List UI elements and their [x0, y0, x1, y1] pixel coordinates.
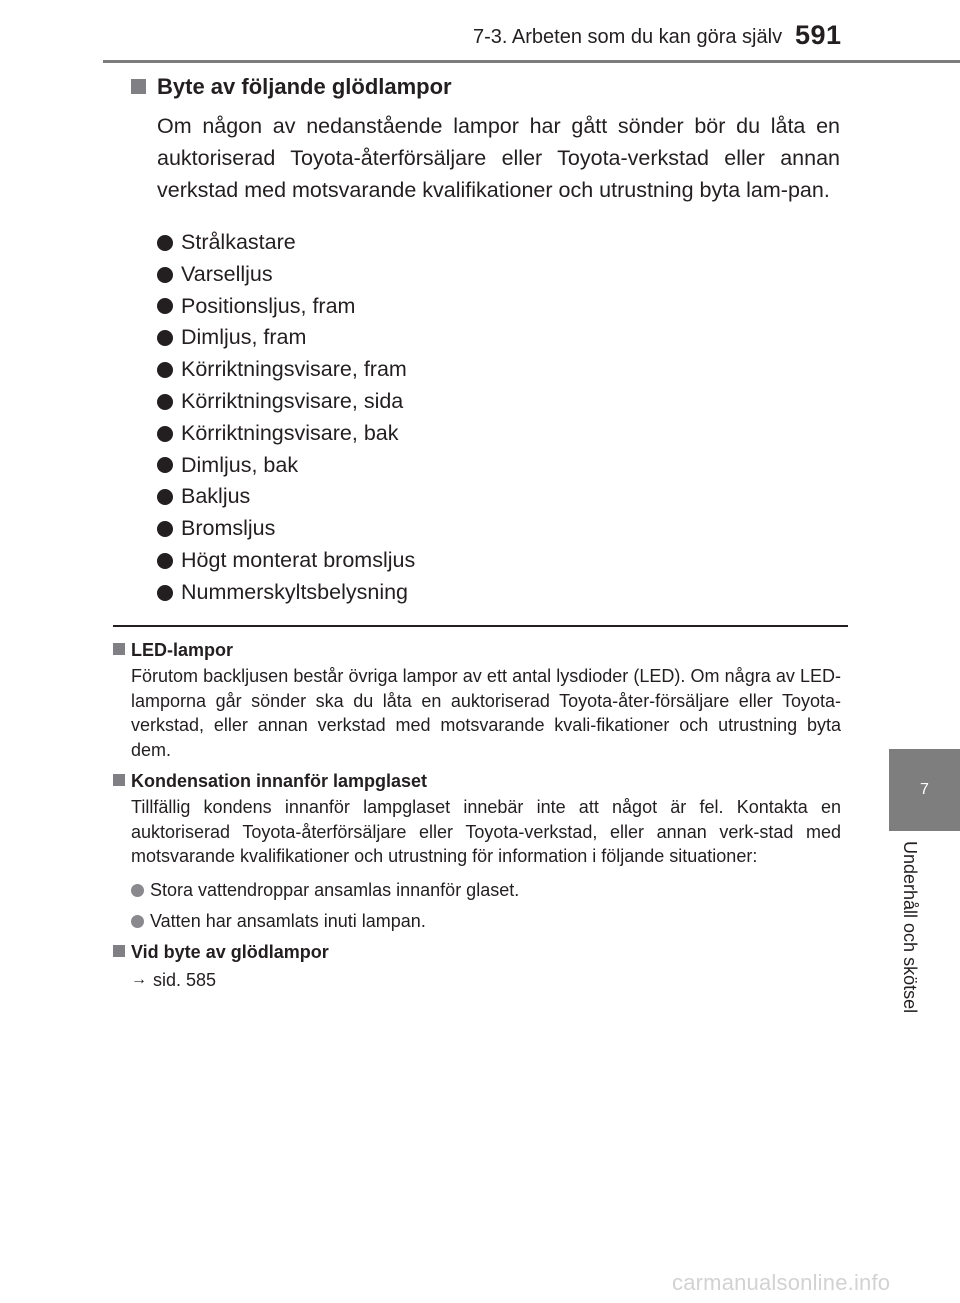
- list-item-text: Högt monterat bromsljus: [181, 547, 416, 572]
- intro-paragraph: Om någon av nedanstående lampor har gått sönder bör du låta en auktoriserad Toyota-återförsäljare eller Toyota-verkstad eller annan verkstad med motsvarande kvalifikationer och utrustning byta lam-pan.: [157, 114, 840, 202]
- list-item-text: Körriktningsvisare, sida: [181, 388, 404, 413]
- round-bullet-icon: [157, 235, 173, 251]
- main-heading-text: Byte av följande glödlampor: [157, 74, 452, 99]
- main-heading: [131, 72, 841, 102]
- list-item: [157, 291, 837, 323]
- list-item: [157, 259, 837, 291]
- arrow-right-icon: →: [131, 971, 147, 989]
- note-body-condensation: Tillfällig kondens innanför lampglaset innebär inte att något är fel. Kontakta en auktoriserad Toyota-återförsäljare eller Toyota-verkstad, eller annan verk-stad med motsvarande kvalifikationer och utrustning för information i följande situationer:: [131, 797, 841, 866]
- list-item: [157, 227, 837, 259]
- round-bullet-icon: [157, 553, 173, 569]
- list-item-text: Stora vattendroppar ansamlas innanför glaset.: [150, 879, 520, 900]
- section-divider: [113, 625, 848, 627]
- note-body-led: Förutom backljusen består övriga lampor av ett antal lysdioder (LED). Om några av LED-lamporna går sönder ska du låta en auktoriserad Toyota-åter-försäljare eller Toyota-verkstad, eller annan verkstad med motsvarande kvali-fikationer och utrustning byta dem.: [131, 666, 841, 760]
- list-item: [157, 418, 837, 450]
- chapter-number: 7: [920, 781, 929, 798]
- round-bullet-icon: [157, 457, 173, 473]
- note-title-condensation: [113, 768, 841, 795]
- list-item-text: Positionsljus, fram: [181, 293, 356, 318]
- condensation-list: [131, 875, 841, 937]
- round-bullet-icon: [157, 394, 173, 410]
- list-item: [157, 545, 837, 577]
- list-item: [157, 354, 837, 386]
- page-reference-text: sid. 585: [153, 970, 217, 991]
- list-item-text: Bromsljus: [181, 516, 276, 541]
- list-item-text: Körriktningsvisare, bak: [181, 420, 399, 445]
- list-item-text: Dimljus, bak: [181, 452, 299, 477]
- watermark: carmanualsonline.info: [672, 1270, 891, 1295]
- chapter-tab: [889, 749, 960, 831]
- list-item-text: Nummerskyltsbelysning: [181, 579, 409, 604]
- round-bullet-icon: [157, 267, 173, 283]
- note-title-led: [113, 637, 841, 664]
- list-item: [157, 513, 837, 545]
- square-bullet-icon: [113, 774, 125, 786]
- page-number: 591: [795, 20, 842, 50]
- list-item: [157, 322, 837, 354]
- header-rule: [103, 60, 960, 63]
- square-bullet-icon: [131, 79, 146, 94]
- chapter-title: Underhåll och skötsel: [900, 841, 920, 1014]
- round-bullet-icon: [131, 915, 144, 928]
- list-item-text: Bakljus: [181, 484, 251, 509]
- list-item: [157, 577, 837, 609]
- list-item: [157, 386, 837, 418]
- header-section-title: 7-3. Arbeten som du kan göra själv: [473, 26, 783, 48]
- notes-section: [113, 637, 841, 996]
- note-title-text: Kondensation innanför lampglaset: [131, 771, 428, 791]
- note-title-replacement: [113, 939, 841, 966]
- square-bullet-icon: [113, 945, 125, 957]
- square-bullet-icon: [113, 643, 125, 655]
- list-item: [131, 906, 841, 937]
- round-bullet-icon: [157, 330, 173, 346]
- page-reference[interactable]: [131, 966, 841, 996]
- list-item-text: Vatten har ansamlats inuti lampan.: [150, 910, 426, 931]
- round-bullet-icon: [157, 489, 173, 505]
- list-item-text: Körriktningsvisare, fram: [181, 357, 407, 382]
- list-item: [131, 875, 841, 906]
- bulb-list: [157, 227, 837, 609]
- list-item-text: Strålkastare: [181, 230, 296, 254]
- note-title-text: Vid byte av glödlampor: [131, 941, 329, 962]
- note-title-text: LED-lampor: [131, 640, 234, 660]
- round-bullet-icon: [157, 362, 173, 378]
- round-bullet-icon: [157, 521, 173, 537]
- list-item: [157, 481, 837, 513]
- list-item: [157, 450, 837, 482]
- round-bullet-icon: [157, 298, 173, 314]
- list-item-text: Varselljus: [181, 261, 273, 286]
- round-bullet-icon: [131, 884, 144, 897]
- list-item-text: Dimljus, fram: [181, 325, 307, 350]
- round-bullet-icon: [157, 426, 173, 442]
- round-bullet-icon: [157, 585, 173, 601]
